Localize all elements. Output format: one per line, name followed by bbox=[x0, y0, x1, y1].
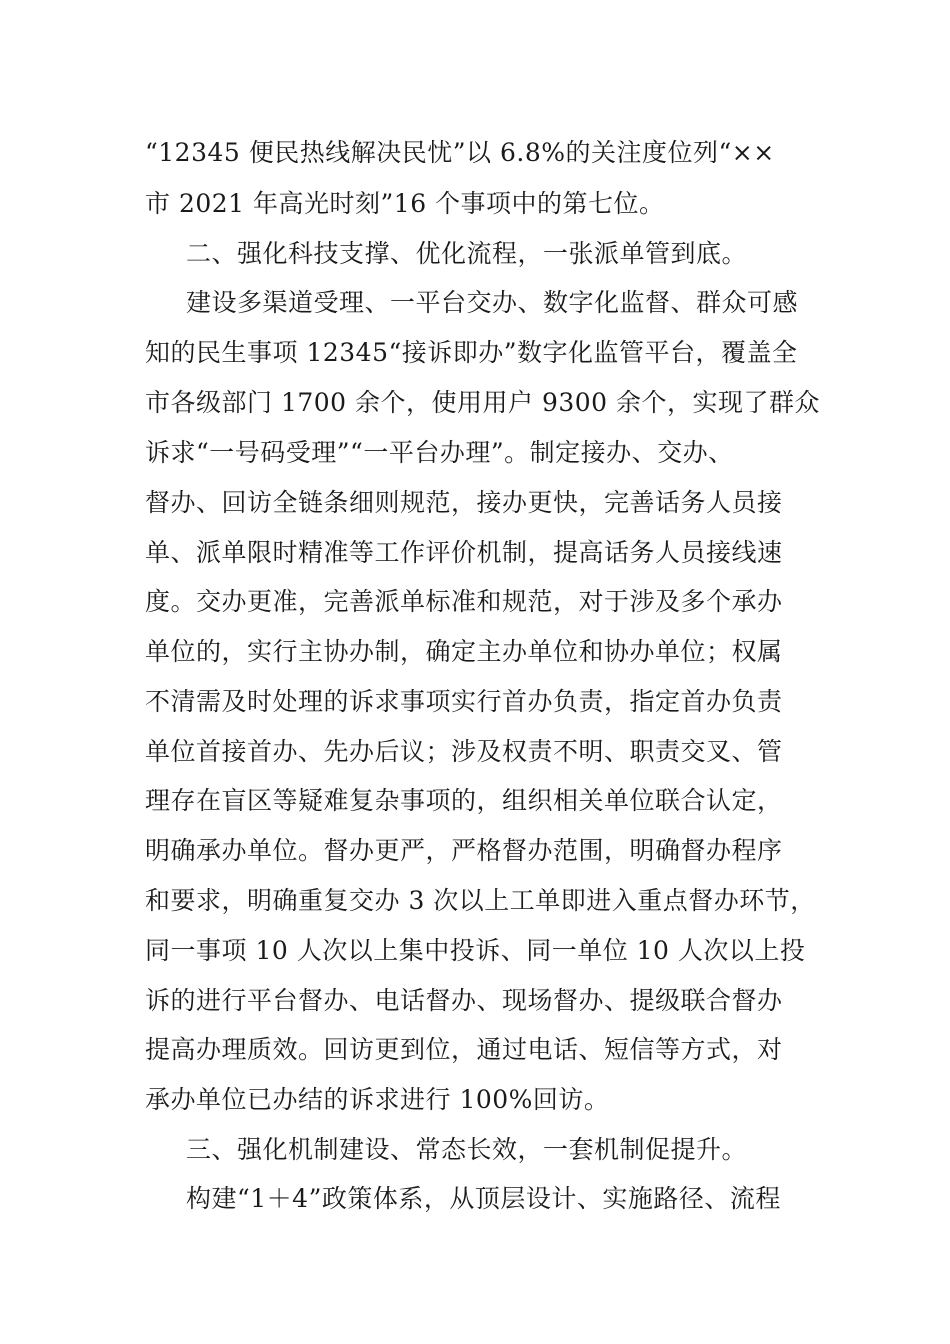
text-line: 知的民生事项 12345“接诉即办”数字化监管平台，覆盖全 bbox=[145, 338, 798, 367]
text-line: 单位首接首办、先办后议；涉及权责不明、职责交叉、管 bbox=[145, 737, 783, 766]
text-line: 理存在盲区等疑难复杂事项的，组织相关单位联合认定， bbox=[145, 786, 783, 815]
text-line: “12345 便民热线解决民忧”以 6.8%的关注度位列“×× bbox=[145, 138, 775, 167]
text-line: 市各级部门 1700 余个，使用用户 9300 余个，实现了群众 bbox=[145, 388, 821, 417]
text-line: 构建“1＋4”政策体系，从顶层设计、实施路径、流程 bbox=[186, 1184, 781, 1213]
text-line: 提高办理质效。回访更到位，通过电话、短信等方式，对 bbox=[145, 1035, 783, 1064]
text-line: 诉的进行平台督办、电话督办、现场督办、提级联合督办 bbox=[145, 986, 783, 1015]
text-line: 承办单位已办结的诉求进行 100%回访。 bbox=[145, 1085, 610, 1114]
text-line: 明确承办单位。督办更严，严格督办范围，明确督办程序 bbox=[145, 836, 783, 865]
text-line: 和要求，明确重复交办 3 次以上工单即进入重点督办环节， bbox=[145, 886, 816, 915]
text-line: 度。交办更准，完善派单标准和规范，对于涉及多个承办 bbox=[145, 587, 783, 616]
text-line: 不清需及时处理的诉求事项实行首办负责，指定首办负责 bbox=[145, 687, 783, 716]
text-line: 诉求“一号码受理”“一平台办理”。制定接办、交办、 bbox=[145, 438, 734, 467]
text-line: 市 2021 年高光时刻”16 个事项中的第七位。 bbox=[145, 189, 665, 218]
section-heading: 三、强化机制建设、常态长效，一套机制促提升。 bbox=[186, 1135, 748, 1164]
text-line: 单、派单限时精准等工作评价机制，提高话务人员接线速 bbox=[145, 538, 783, 567]
text-line: 督办、回访全链条细则规范，接办更快，完善话务人员接 bbox=[145, 488, 783, 517]
section-heading: 二、强化科技支撑、优化流程，一张派单管到底。 bbox=[186, 239, 748, 268]
text-line: 建设多渠道受理、一平台交办、数字化监督、群众可感 bbox=[186, 288, 799, 317]
text-line: 单位的，实行主协办制，确定主办单位和协办单位；权属 bbox=[145, 637, 783, 666]
text-line: 同一事项 10 人次以上集中投诉、同一单位 10 人次以上投 bbox=[145, 936, 806, 965]
